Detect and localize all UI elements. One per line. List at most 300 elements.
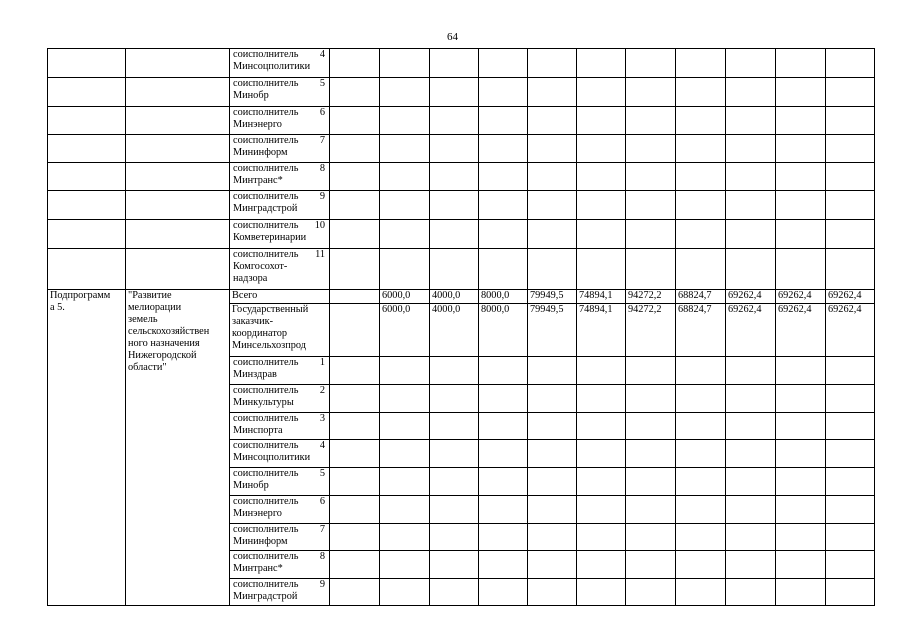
total-label: Всего <box>230 290 330 304</box>
value-cell <box>626 440 676 468</box>
value-cell <box>826 413 875 440</box>
value-cell <box>380 524 430 551</box>
executor-cell <box>230 468 330 496</box>
executor-role-line <box>233 413 326 425</box>
table-row <box>48 191 875 220</box>
name-cell <box>126 135 230 163</box>
value-cell <box>826 524 875 551</box>
executor-agency: Минэнерго <box>233 508 282 519</box>
customer-value: 68824,7 <box>676 304 726 357</box>
value-cell <box>380 107 430 135</box>
value-cell <box>430 135 479 163</box>
executor-agency: Минсоцполитики <box>233 452 311 463</box>
subprogram-cell <box>48 249 126 290</box>
value-cell <box>676 579 726 606</box>
name-cell <box>126 191 230 220</box>
executor-cell <box>230 220 330 249</box>
executor-number: 9 <box>319 579 325 590</box>
executor-cell <box>230 551 330 579</box>
value-cell <box>626 496 676 524</box>
subprogram-label: Подпрограмм а 5. <box>48 290 126 606</box>
executor-role: соисполнитель <box>233 579 299 590</box>
value-cell <box>330 78 380 107</box>
value-cell <box>626 135 676 163</box>
value-cell <box>380 413 430 440</box>
executor-role: соисполнитель <box>233 413 299 424</box>
value-cell <box>380 220 430 249</box>
executor-agency: Минградстрой <box>233 203 298 214</box>
value-cell <box>330 107 380 135</box>
value-cell <box>430 163 479 191</box>
value-cell <box>676 163 726 191</box>
value-cell <box>330 304 380 357</box>
value-cell <box>626 357 676 385</box>
value-cell <box>380 468 430 496</box>
executor-agency: Мининформ <box>233 536 288 547</box>
value-cell <box>430 385 479 413</box>
value-cell <box>479 496 528 524</box>
table-row <box>48 135 875 163</box>
executor-agency: Минтранс* <box>233 563 283 574</box>
value-cell <box>726 191 776 220</box>
executor-number: 5 <box>319 468 325 479</box>
executor-number: 6 <box>319 107 325 118</box>
total-value: 68824,7 <box>676 290 726 304</box>
value-cell <box>330 135 380 163</box>
subprogram-cell <box>48 107 126 135</box>
executor-number: 4 <box>319 440 325 451</box>
value-cell <box>726 524 776 551</box>
value-cell <box>330 496 380 524</box>
value-cell <box>528 524 577 551</box>
value-cell <box>380 579 430 606</box>
value-cell <box>776 385 826 413</box>
total-value: 69262,4 <box>726 290 776 304</box>
executor-role-line <box>233 440 326 452</box>
value-cell <box>479 524 528 551</box>
table-row <box>48 249 875 290</box>
subprogram-cell <box>48 135 126 163</box>
value-cell <box>577 78 626 107</box>
value-cell <box>528 413 577 440</box>
subprogram-cell <box>48 78 126 107</box>
executor-number: 5 <box>319 78 325 89</box>
executor-number: 8 <box>319 163 325 174</box>
value-cell <box>479 579 528 606</box>
value-cell <box>330 163 380 191</box>
value-cell <box>528 357 577 385</box>
value-cell <box>776 413 826 440</box>
value-cell <box>726 413 776 440</box>
executor-role: соисполнитель <box>233 496 299 507</box>
executor-role: соисполнитель <box>233 49 299 60</box>
value-cell <box>626 468 676 496</box>
value-cell <box>826 440 875 468</box>
value-cell <box>676 135 726 163</box>
value-cell <box>380 440 430 468</box>
executor-role-line <box>233 524 326 536</box>
value-cell <box>528 191 577 220</box>
value-cell <box>528 579 577 606</box>
executor-role: соисполнитель <box>233 220 299 231</box>
value-cell <box>826 163 875 191</box>
table-row <box>48 163 875 191</box>
value-cell <box>826 551 875 579</box>
customer-value: 69262,4 <box>726 304 776 357</box>
value-cell <box>726 551 776 579</box>
value-cell <box>726 496 776 524</box>
value-cell <box>430 49 479 78</box>
value-cell <box>676 220 726 249</box>
executor-cell <box>230 524 330 551</box>
value-cell <box>528 385 577 413</box>
value-cell <box>826 107 875 135</box>
value-cell <box>577 191 626 220</box>
executor-role: соисполнитель <box>233 78 299 89</box>
executor-agency: Комветеринарии <box>233 232 307 243</box>
value-cell <box>626 49 676 78</box>
executor-role: соисполнитель <box>233 385 299 396</box>
executor-role-line <box>233 135 326 147</box>
customer-value: 74894,1 <box>577 304 626 357</box>
executor-cell <box>230 440 330 468</box>
value-cell <box>430 496 479 524</box>
executor-role-line <box>233 191 326 203</box>
executor-role-line <box>233 357 326 369</box>
value-cell <box>626 78 676 107</box>
value-cell <box>380 496 430 524</box>
subprogram-cell <box>48 220 126 249</box>
value-cell <box>479 107 528 135</box>
value-cell <box>380 135 430 163</box>
value-cell <box>577 249 626 290</box>
value-cell <box>776 135 826 163</box>
executor-role-line <box>233 579 326 591</box>
executor-agency: Минэнерго <box>233 119 282 130</box>
value-cell <box>430 78 479 107</box>
value-cell <box>330 49 380 78</box>
value-cell <box>726 220 776 249</box>
value-cell <box>776 357 826 385</box>
value-cell <box>577 468 626 496</box>
executor-role: соисполнитель <box>233 135 299 146</box>
executor-cell <box>230 107 330 135</box>
executor-role: соисполнитель <box>233 357 299 368</box>
value-cell <box>676 107 726 135</box>
value-cell <box>380 357 430 385</box>
value-cell <box>528 78 577 107</box>
executor-number: 1 <box>319 357 325 368</box>
value-cell <box>479 357 528 385</box>
name-cell <box>126 78 230 107</box>
value-cell <box>726 135 776 163</box>
executor-role: соисполнитель <box>233 551 299 562</box>
value-cell <box>528 163 577 191</box>
executor-number: 9 <box>319 191 325 202</box>
value-cell <box>577 135 626 163</box>
customer-label: Государственный заказчик- координатор Минсельхозпрод <box>230 304 330 357</box>
value-cell <box>726 357 776 385</box>
executor-agency: Комгосохот- надзора <box>233 261 288 284</box>
value-cell <box>726 440 776 468</box>
executor-role: соисполнитель <box>233 524 299 535</box>
value-cell <box>330 579 380 606</box>
value-cell <box>330 191 380 220</box>
value-cell <box>380 163 430 191</box>
value-cell <box>380 191 430 220</box>
executor-number: 2 <box>319 385 325 396</box>
executor-cell <box>230 249 330 290</box>
total-value: 94272,2 <box>626 290 676 304</box>
value-cell <box>479 249 528 290</box>
value-cell <box>479 440 528 468</box>
value-cell <box>726 49 776 78</box>
value-cell <box>430 191 479 220</box>
value-cell <box>826 49 875 78</box>
value-cell <box>479 385 528 413</box>
value-cell <box>330 551 380 579</box>
page-number: 64 <box>447 31 458 43</box>
executor-role-line <box>233 220 326 232</box>
value-cell <box>726 249 776 290</box>
value-cell <box>626 249 676 290</box>
value-cell <box>776 78 826 107</box>
value-cell <box>577 579 626 606</box>
value-cell <box>479 78 528 107</box>
total-value: 6000,0 <box>380 290 430 304</box>
executor-number: 11 <box>315 249 325 260</box>
executor-cell <box>230 413 330 440</box>
table-row <box>48 107 875 135</box>
table-row <box>48 78 875 107</box>
value-cell <box>776 579 826 606</box>
value-cell <box>528 496 577 524</box>
value-cell <box>479 413 528 440</box>
executor-cell <box>230 163 330 191</box>
customer-value: 4000,0 <box>430 304 479 357</box>
value-cell <box>479 551 528 579</box>
value-cell <box>726 163 776 191</box>
value-cell <box>726 385 776 413</box>
value-cell <box>626 163 676 191</box>
value-cell <box>330 385 380 413</box>
subprogram-cell <box>48 163 126 191</box>
total-value: 79949,5 <box>528 290 577 304</box>
value-cell <box>528 135 577 163</box>
executor-cell <box>230 385 330 413</box>
value-cell <box>430 468 479 496</box>
value-cell <box>577 551 626 579</box>
value-cell <box>776 496 826 524</box>
executor-role-line <box>233 78 326 90</box>
executor-role-line <box>233 107 326 119</box>
value-cell <box>380 49 430 78</box>
executor-role-line <box>233 163 326 175</box>
executor-cell <box>230 78 330 107</box>
value-cell <box>330 290 380 304</box>
value-cell <box>330 413 380 440</box>
value-cell <box>626 551 676 579</box>
value-cell <box>528 440 577 468</box>
executor-agency: Минсоцполитики <box>233 61 311 72</box>
name-cell <box>126 249 230 290</box>
executor-role-line <box>233 551 326 563</box>
value-cell <box>479 135 528 163</box>
executor-agency: Минградстрой <box>233 591 298 602</box>
value-cell <box>676 385 726 413</box>
value-cell <box>676 496 726 524</box>
value-cell <box>479 49 528 78</box>
value-cell <box>826 220 875 249</box>
value-cell <box>528 49 577 78</box>
executor-role: соисполнитель <box>233 191 299 202</box>
value-cell <box>380 385 430 413</box>
executor-cell <box>230 496 330 524</box>
value-cell <box>826 191 875 220</box>
budget-table <box>47 48 875 606</box>
executor-role: соисполнитель <box>233 249 299 260</box>
value-cell <box>479 220 528 249</box>
subprogram-cell <box>48 49 126 78</box>
value-cell <box>626 524 676 551</box>
value-cell <box>577 49 626 78</box>
value-cell <box>330 524 380 551</box>
value-cell <box>479 163 528 191</box>
table-row <box>48 220 875 249</box>
executor-cell <box>230 49 330 78</box>
value-cell <box>776 49 826 78</box>
subprogram-name: "Развитие мелиорации земель сельскохозяйствен ного назначения Нижегородской области" <box>126 290 230 606</box>
executor-cell <box>230 135 330 163</box>
value-cell <box>676 357 726 385</box>
subprogram-cell <box>48 191 126 220</box>
value-cell <box>330 440 380 468</box>
table-body <box>48 49 875 606</box>
value-cell <box>676 249 726 290</box>
value-cell <box>726 468 776 496</box>
executor-cell <box>230 191 330 220</box>
value-cell <box>528 551 577 579</box>
value-cell <box>626 579 676 606</box>
name-cell <box>126 107 230 135</box>
executor-role-line <box>233 496 326 508</box>
value-cell <box>676 551 726 579</box>
executor-number: 7 <box>319 524 325 535</box>
executor-role-line <box>233 49 326 61</box>
value-cell <box>528 107 577 135</box>
executor-agency: Мининформ <box>233 147 288 158</box>
executor-role-line <box>233 385 326 397</box>
value-cell <box>626 191 676 220</box>
value-cell <box>776 107 826 135</box>
executor-number: 4 <box>319 49 325 60</box>
value-cell <box>626 107 676 135</box>
executor-role: соисполнитель <box>233 440 299 451</box>
value-cell <box>577 220 626 249</box>
value-cell <box>776 163 826 191</box>
value-cell <box>330 220 380 249</box>
value-cell <box>676 468 726 496</box>
value-cell <box>430 551 479 579</box>
executor-number: 8 <box>319 551 325 562</box>
value-cell <box>676 49 726 78</box>
executor-role: соисполнитель <box>233 468 299 479</box>
value-cell <box>776 551 826 579</box>
value-cell <box>528 468 577 496</box>
value-cell <box>776 440 826 468</box>
value-cell <box>676 191 726 220</box>
executor-agency: Минздрав <box>233 369 277 380</box>
value-cell <box>430 413 479 440</box>
value-cell <box>676 413 726 440</box>
executor-role-line <box>233 468 326 480</box>
value-cell <box>826 385 875 413</box>
value-cell <box>577 413 626 440</box>
value-cell <box>826 357 875 385</box>
value-cell <box>726 78 776 107</box>
executor-cell <box>230 579 330 606</box>
table-row <box>48 49 875 78</box>
value-cell <box>826 78 875 107</box>
value-cell <box>776 220 826 249</box>
value-cell <box>430 220 479 249</box>
value-cell <box>479 468 528 496</box>
customer-value: 94272,2 <box>626 304 676 357</box>
customer-value: 69262,4 <box>776 304 826 357</box>
name-cell <box>126 49 230 78</box>
value-cell <box>826 496 875 524</box>
value-cell <box>330 357 380 385</box>
table-row <box>48 290 875 304</box>
total-value: 69262,4 <box>826 290 875 304</box>
value-cell <box>726 579 776 606</box>
value-cell <box>577 524 626 551</box>
value-cell <box>380 551 430 579</box>
executor-number: 10 <box>314 220 325 231</box>
value-cell <box>430 357 479 385</box>
total-value: 69262,4 <box>776 290 826 304</box>
executor-number: 6 <box>319 496 325 507</box>
executor-agency: Минкультуры <box>233 397 294 408</box>
value-cell <box>528 249 577 290</box>
name-cell <box>126 220 230 249</box>
total-value: 4000,0 <box>430 290 479 304</box>
total-value: 74894,1 <box>577 290 626 304</box>
executor-role: соисполнитель <box>233 163 299 174</box>
total-value: 8000,0 <box>479 290 528 304</box>
value-cell <box>577 107 626 135</box>
value-cell <box>430 249 479 290</box>
executor-cell <box>230 357 330 385</box>
value-cell <box>776 468 826 496</box>
customer-value: 69262,4 <box>826 304 875 357</box>
value-cell <box>626 220 676 249</box>
value-cell <box>380 78 430 107</box>
value-cell <box>776 524 826 551</box>
value-cell <box>430 524 479 551</box>
value-cell <box>380 249 430 290</box>
value-cell <box>577 496 626 524</box>
value-cell <box>776 191 826 220</box>
executor-number: 3 <box>319 413 325 424</box>
value-cell <box>577 163 626 191</box>
executor-number: 7 <box>319 135 325 146</box>
value-cell <box>430 579 479 606</box>
value-cell <box>826 579 875 606</box>
value-cell <box>577 357 626 385</box>
value-cell <box>528 220 577 249</box>
value-cell <box>577 440 626 468</box>
